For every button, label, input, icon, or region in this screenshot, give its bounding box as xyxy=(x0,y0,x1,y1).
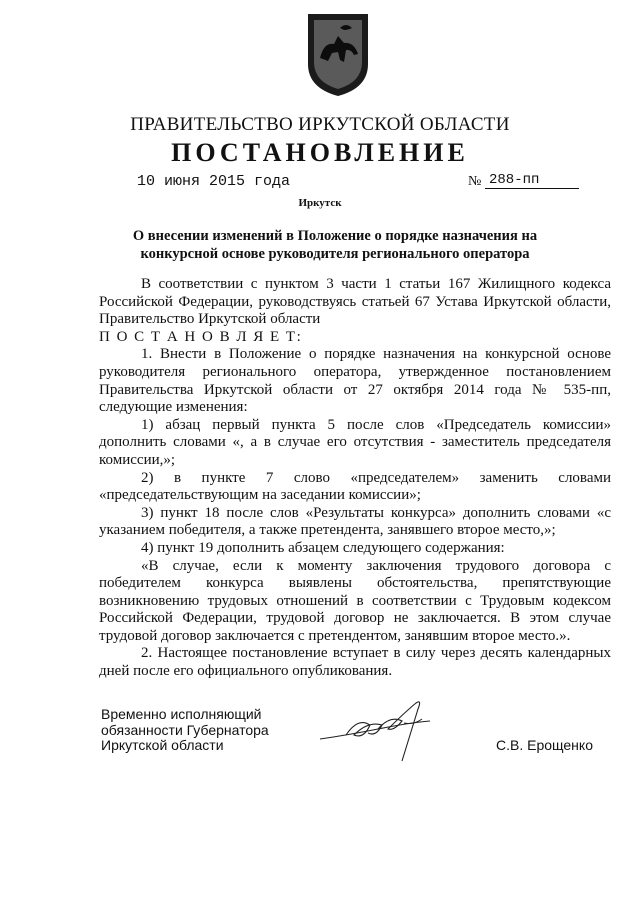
subject-line: О внесении изменений в Положение о порядке назначения на xyxy=(132,228,538,244)
body-paragraph: 2. Настоящее постановление вступает в силу через десять календарных дней после его официального опубликования. xyxy=(99,645,611,680)
city: Иркутск xyxy=(298,197,342,209)
government-name: ПРАВИТЕЛЬСТВО ИРКУТСКОЙ ОБЛАСТИ xyxy=(130,114,510,135)
signer-position-line: Временно исполняющий xyxy=(101,706,262,722)
document-number: 288-пп xyxy=(485,172,579,189)
number-label: № xyxy=(468,174,482,189)
body-paragraph: 4) пункт 19 дополнить абзацем следующего содержания: xyxy=(141,539,505,556)
body-paragraph: 2) в пункте 7 слово «председателем» заменить словами «председательствующим на заседании комиссии»; xyxy=(99,469,611,504)
document-body xyxy=(99,276,611,681)
signer-name: С.В. Ерощенко xyxy=(496,737,593,753)
document-type: ПОСТАНОВЛЕНИЕ xyxy=(171,138,469,167)
document-date: 10 июня 2015 года xyxy=(137,173,291,190)
handwritten-signature xyxy=(318,695,438,770)
quoted-paragraph: «В случае, если к моменту заключения трудового договора с победителем конкурса выявлены обстоятельства, препятствующие возникновению трудовых отношений в соответствии с Трудовым кодексом Российской Федерации, трудовой договор не заключается. В этом случае трудовой договор заключается с претендентом, занявшим второе место.». xyxy=(99,557,611,644)
decree-word: П О С Т А Н О В Л Я Е Т: xyxy=(99,328,303,345)
signer-position-line: Иркутской области xyxy=(101,737,224,753)
body-paragraph: 3) пункт 18 после слов «Результаты конкурса» дополнить словами «с указанием победителя, а также претендента, занявшего второе место,»; xyxy=(99,504,611,539)
subject-line: конкурсной основе руководителя регионального оператора xyxy=(140,246,530,262)
body-paragraph: 1. Внести в Положение о порядке назначения на конкурсной основе руководителя регионального оператора, утвержденное постановлением Правительства Иркутской области от 27 октября 2014 года № 535-пп, следующие изменения: xyxy=(99,346,611,416)
body-paragraph: 1) абзац первый пункта 5 после слов «Председатель комиссии» дополнить словами «, а в случае его отсутствия - заместитель председателя комиссии,»; xyxy=(99,416,611,468)
coat-of-arms-icon xyxy=(304,8,372,98)
document-subject xyxy=(110,227,560,263)
signer-position-line: обязанности Губернатора xyxy=(101,721,269,738)
signer-position xyxy=(101,707,321,754)
preamble-paragraph: В соответствии с пунктом 3 части 1 статьи 167 Жилищного кодекса Российской Федерации, руководствуясь статьей 67 Устава Иркутской области, Правительство Иркутской области xyxy=(99,276,611,328)
